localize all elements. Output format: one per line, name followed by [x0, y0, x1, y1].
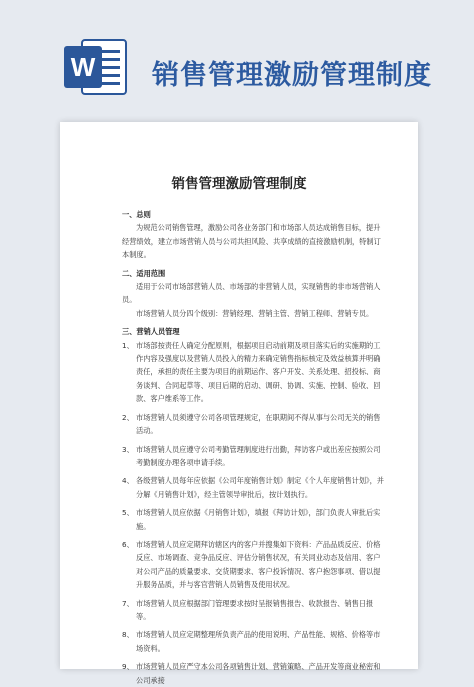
document-title: 销售管理激励管理制度 [171, 176, 307, 192]
list-item-text: 市场营销人员应遵守公司考勤管理制度进行出勤，拜访客户或出差应按照公司考勤制度办理各项申请手续。 [136, 444, 381, 467]
list-item-text: 市场部按责任人确定分配原则，根据项目启动前期及项目落实后的实施期的工作内容及强度以及营销人员投入的精力来确定销售指标核定及效益核算并明确责任，承担的责任主要为项目的前期运作、客户开发、关系处理、招投标、商务谈判、合同起草等、项目后期的启动、调研、协调、实施、控制、验收、回款、客户维系等工作。 [136, 340, 381, 404]
list-item-text: 市场营销人员应依据《月销售计划》，填报《拜访计划》，部门负责人审批后实施。 [136, 508, 381, 531]
list-item-number: 3、 [122, 444, 134, 454]
list-item-number: 6、 [122, 539, 134, 549]
word-document-icon [60, 36, 130, 98]
list-item [122, 411, 384, 438]
list-item-number: 7、 [122, 598, 134, 608]
document-body [122, 208, 384, 687]
list-item-text: 市场营销人员应定期整理所负责产品的使用说明、产品性能、规格、价格等市场资料。 [136, 630, 381, 653]
list-item-text: 各级营销人员每年应依据《公司年度销售计划》制定《个人年度销售计划》，并分解《月销售计划》，经主管领导审批后，按计划执行。 [136, 476, 384, 499]
list-item [122, 660, 384, 687]
paragraph: 为规范公司销售管理，激励公司各业务部门和市场部人员达成销售目标，提升经营绩效，建立市场营销人员与公司共担风险、共享成绩的直接激励机制，特制订本制度。 [122, 223, 381, 260]
list-item [122, 474, 384, 501]
svg-text:W: W [70, 52, 96, 82]
list-item [122, 339, 384, 406]
list-item [122, 538, 384, 592]
list-item-number: 8、 [122, 630, 134, 640]
list-item-text: 市场营销人员须遵守公司各项管理规定，在职期间不得从事与公司无关的销售活动。 [136, 412, 381, 436]
list-item [122, 443, 384, 470]
list-item-number: 1、 [122, 340, 134, 350]
list-item-number: 5、 [122, 508, 134, 518]
list-item-text: 市场营销人员应严守本公司各项销售计划、营销策略、产品开发等商业秘密和公司承接 [136, 662, 381, 685]
document-page [60, 122, 418, 685]
list-item-number: 2、 [122, 412, 134, 422]
paragraph: 市场营销人员分四个级别：营销经理、营销主管、营销工程师、营销专员。 [136, 308, 374, 318]
section-heading: 二、适用范围 [122, 268, 166, 278]
list-item-text: 市场营销人员应根据部门管理要求按时呈报销售报告、收款报告、销售日报等。 [136, 598, 374, 621]
header-title: 销售管理激励管理制度 [152, 60, 432, 91]
list-item-text: 市场营销人员应定期拜访辖区内的客户并搜集如下资料：产品品质反应、价格反应、市场调查、竞争品反应、评估分销售状况，有关同业动态及信用、客户对公司产品的质量要求、交货期要求、客户投诉情况、客户抱怨事项、借以提升服务品质，并与客官营销人员销售及使用状况。 [136, 539, 381, 590]
list-item [122, 628, 384, 655]
list-item-number: 4、 [122, 476, 134, 486]
section-heading: 三、营销人员管理 [122, 327, 180, 337]
list-item [122, 506, 384, 533]
section-heading: 一、总则 [122, 210, 151, 219]
list-item [122, 597, 384, 624]
paragraph: 适用于公司市场部营销人员、市场部的非营销人员，实现销售的非市场营销人员。 [122, 282, 381, 305]
list-item-number: 9、 [122, 662, 134, 672]
